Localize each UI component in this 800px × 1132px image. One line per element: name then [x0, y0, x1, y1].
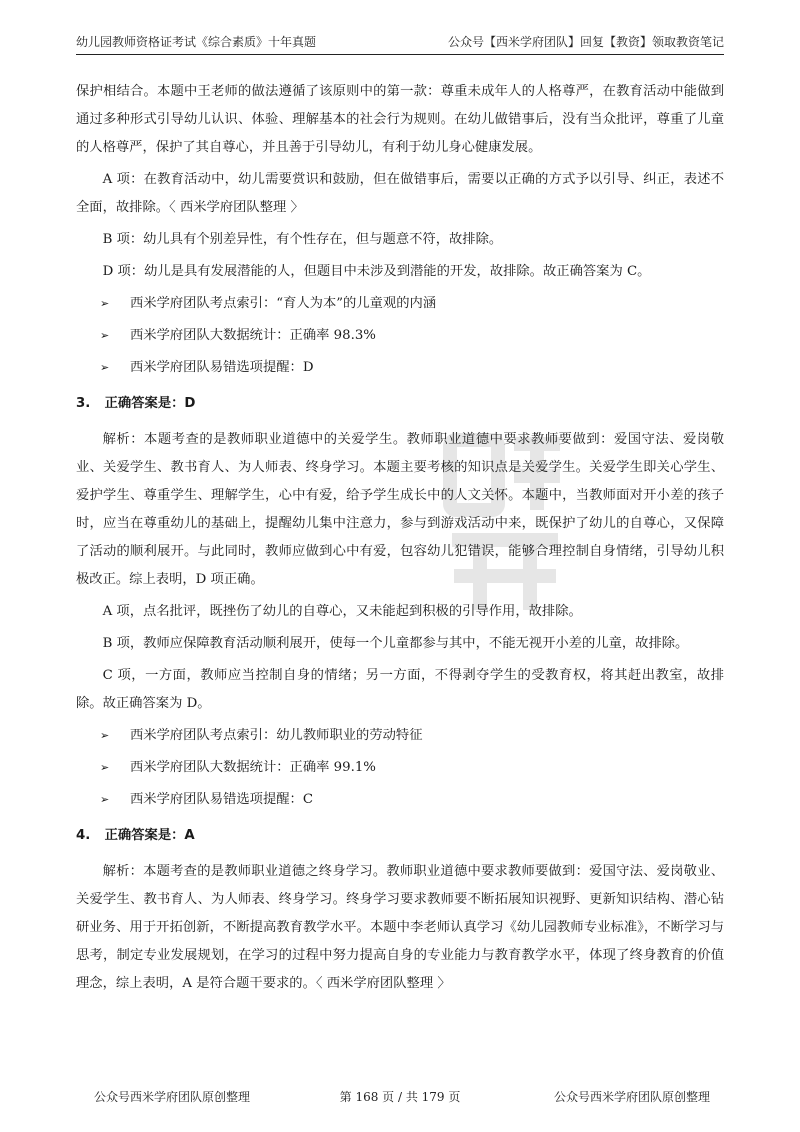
- bullet-item: [76, 786, 724, 814]
- bullet-item: [76, 354, 724, 382]
- q4-analysis: 解析：本题考查的是教师职业道德之终身学习。教师职业道德中要求教师要做到：爱国守法、爱岗敬业、关爱学生、教书育人、为人师表、终身学习。终身学习要求教师要不断拓展知识视野、更新知识结构、潜心钻研业务、用于开拓创新，不断提高教育教学水平。本题中李老师认真学习《幼儿园教师专业标准》，不断学习与思考，制定专业发展规划，在学习的过程中努力提高自身的专业能力与教育教学水平，体现了终身教育的价值理念，综上表明，A 是符合题干要求的。〈 西米学府团队整理 〉: [76, 864, 724, 991]
- intro-option-a: A 项：在教育活动中，幼儿需要赏识和鼓励，但在做错事后，需要以正确的方式予以引导、纠正，表述不全面，故排除。〈 西米学府团队整理 〉: [76, 172, 724, 215]
- bullet-item: [76, 722, 724, 750]
- answer-label: 正确答案是：D: [104, 396, 196, 411]
- question-3-heading: [76, 390, 724, 418]
- intro-paragraph: 保护相结合。本题中王老师的做法遵循了该原则中的第一款：尊重未成年人的人格尊严，在教育活动中能做到通过多种形式引导幼儿认识、体验、理解基本的社会行为规则。在幼儿做错事后，没有当众批评，尊重了儿童的人格尊严，保护了其自尊心，并且善于引导幼儿，有利于幼儿身心健康发展。: [76, 84, 724, 155]
- arrow-bullet-icon: ➢: [100, 297, 110, 310]
- arrow-bullet-icon: ➢: [100, 793, 110, 806]
- q3-option-a: A 项，点名批评，既挫伤了幼儿的自尊心，又未能起到积极的引导作用，故排除。: [102, 604, 582, 619]
- q3-analysis: 解析：本题考查的是教师职业道德中的关爱学生。教师职业道德中要求教师要做到：爱国守法、爱岗敬业、关爱学生、教书育人、为人师表、终身学习。本题主要考核的知识点是关爱学生。关爱学生即关心学生、爱护学生、尊重学生、理解学生，心中有爱，给予学生成长中的人文关怀。本题中，当教师面对开小差的孩子时，应当在尊重幼儿的基础上，提醒幼儿集中注意力，参与到游戏活动中来，既保护了幼儿的自尊心，又保障了活动的顺利展开。与此同时，教师应做到心中有爱，包容幼儿犯错误，能够合理控制自身情绪，引导幼儿积极改正。综上表明，D 项正确。: [76, 432, 724, 587]
- page-content: [76, 78, 724, 1002]
- question-number: 4.: [76, 828, 91, 843]
- footer-right: 公众号西米学府团队原创整理: [553, 1090, 710, 1104]
- arrow-bullet-icon: ➢: [100, 361, 110, 374]
- arrow-bullet-icon: ➢: [100, 761, 110, 774]
- bullet-text: 西米学府团队大数据统计：正确率 99.1%: [130, 760, 376, 775]
- intro-option-d: D 项：幼儿是具有发展潜能的人，但题目中未涉及到潜能的开发，故排除。故正确答案为 C。: [102, 264, 651, 279]
- arrow-bullet-icon: ➢: [100, 329, 110, 342]
- q3-option-b: B 项，教师应保障教育活动顺利展开，使每一个儿童都参与其中，不能无视开小差的儿童，故排除。: [102, 636, 689, 651]
- q3-option-c: C 项，一方面，教师应当控制自身的情绪；另一方面，不得剥夺学生的受教育权，将其赶出教室，故排除。故正确答案为 D。: [76, 668, 724, 711]
- answer-label: 正确答案是：A: [104, 828, 195, 843]
- arrow-bullet-icon: ➢: [100, 729, 110, 742]
- header-promo: 公众号【西米学府团队】回复【教资】领取教资笔记: [447, 35, 724, 49]
- bullet-text: 西米学府团队易错选项提醒：D: [130, 360, 314, 375]
- page-footer: [76, 1088, 724, 1108]
- question-number: 3.: [76, 396, 91, 411]
- page-number: 第 168 页 / 共 179 页: [339, 1090, 461, 1104]
- bullet-item: [76, 290, 724, 318]
- bullet-text: 西米学府团队考点索引：幼儿教师职业的劳动特征: [130, 728, 423, 743]
- header-title: 幼儿园教师资格证考试《综合素质》十年真题: [76, 35, 317, 49]
- bullet-item: [76, 754, 724, 782]
- bullet-text: 西米学府团队易错选项提醒：C: [130, 792, 314, 807]
- intro-option-b: B 项：幼儿具有个别差异性，有个性存在，但与题意不符，故排除。: [102, 232, 503, 247]
- page-header: [76, 30, 724, 55]
- footer-left: 公众号西米学府团队原创整理: [94, 1090, 251, 1104]
- bullet-item: [76, 322, 724, 350]
- bullet-text: 西米学府团队考点索引：“育人为本”的儿童观的内涵: [130, 296, 437, 311]
- question-4-heading: [76, 822, 724, 850]
- bullet-text: 西米学府团队大数据统计：正确率 98.3%: [130, 328, 376, 343]
